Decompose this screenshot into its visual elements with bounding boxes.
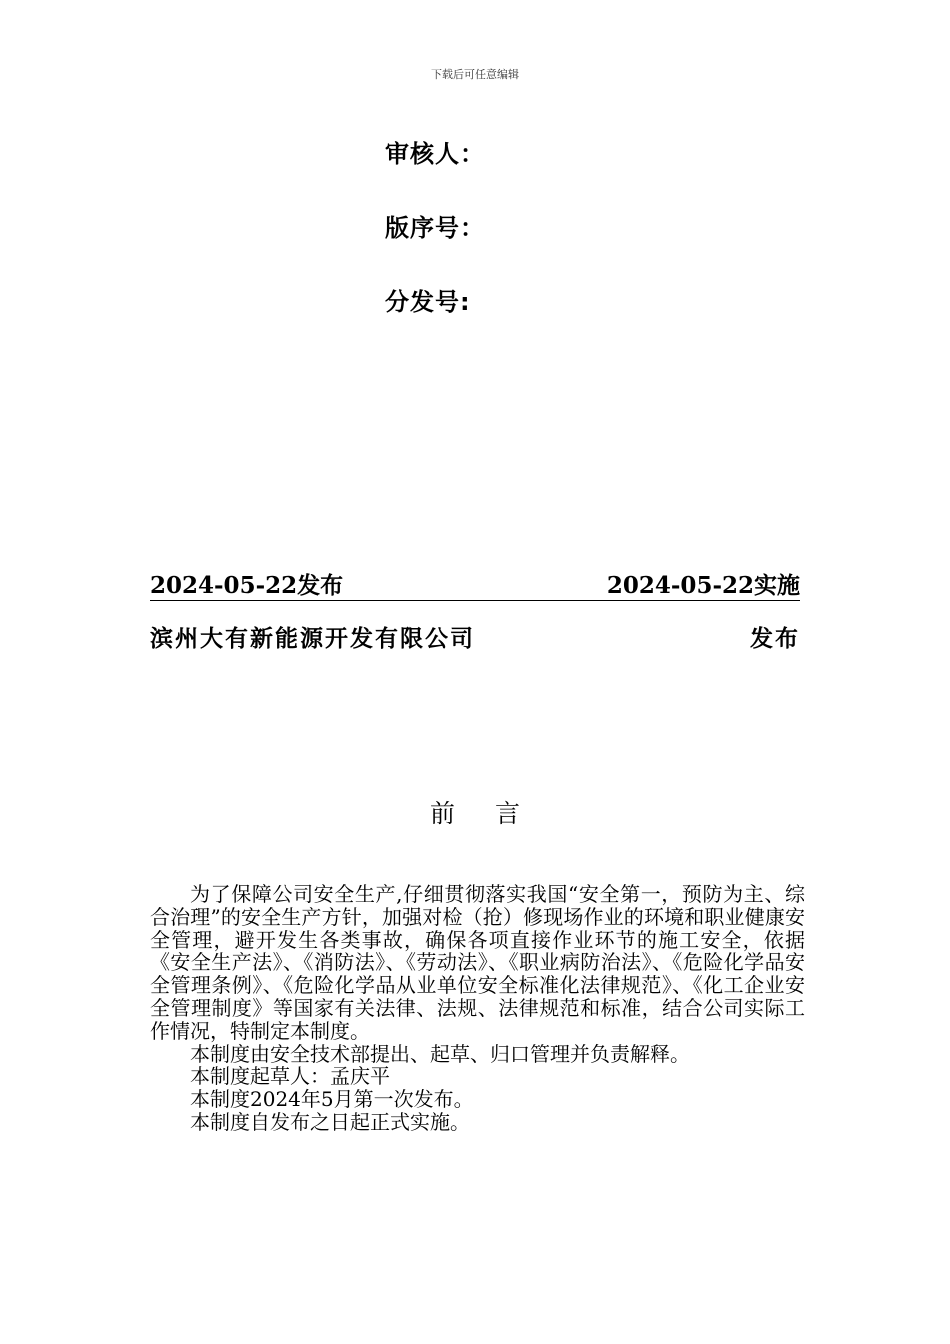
preface-body — [150, 883, 805, 1134]
version-field: 版序号： — [385, 214, 485, 242]
company-name: 滨州大有新能源开发有限公司 — [150, 625, 475, 652]
header-note: 下载后可任意编辑 — [431, 68, 519, 81]
preface-line-first-release: 本制度2024年5月第一次发布。 — [190, 1087, 474, 1112]
preface-title: 前言 — [429, 799, 560, 828]
preface-paragraph: 为了保障公司安全生产,仔细贯彻落实我国“安全第一，预防为主、综合治理”的安全生产方针，加强对检（抢）修现场作业的环境和职业健康安全管理，避开发生各类事故，确保各项直接作业环节的施工安全，依据《安全生产法》、《消防法》、《劳动法》、《职业病防治法》、《危险化学品安全管理条例》、《危险化学品从业单位安全标准化法律规范》、《化工企业安全管理制度》等国家有关法律、法规、法律规范和标准，结合公司实际工作情况，特制定本制度。 — [150, 882, 805, 1043]
publish-date: 2024-05-22发布 — [150, 572, 344, 599]
date-row — [150, 568, 800, 601]
company-row — [150, 620, 800, 653]
preface-line-drafter: 本制度起草人：孟庆平 — [190, 1064, 390, 1089]
preface-line-effective: 本制度自发布之日起正式实施。 — [190, 1109, 470, 1134]
distribution-field: 分发号: — [385, 288, 471, 316]
preface-line-responsibility: 本制度由安全技术部提出、起草、归口管理并负责解释。 — [190, 1041, 690, 1066]
implement-date: 2024-05-22实施 — [606, 572, 800, 599]
publish-label: 发布 — [750, 625, 800, 652]
reviewer-field: 审核人： — [385, 140, 485, 168]
